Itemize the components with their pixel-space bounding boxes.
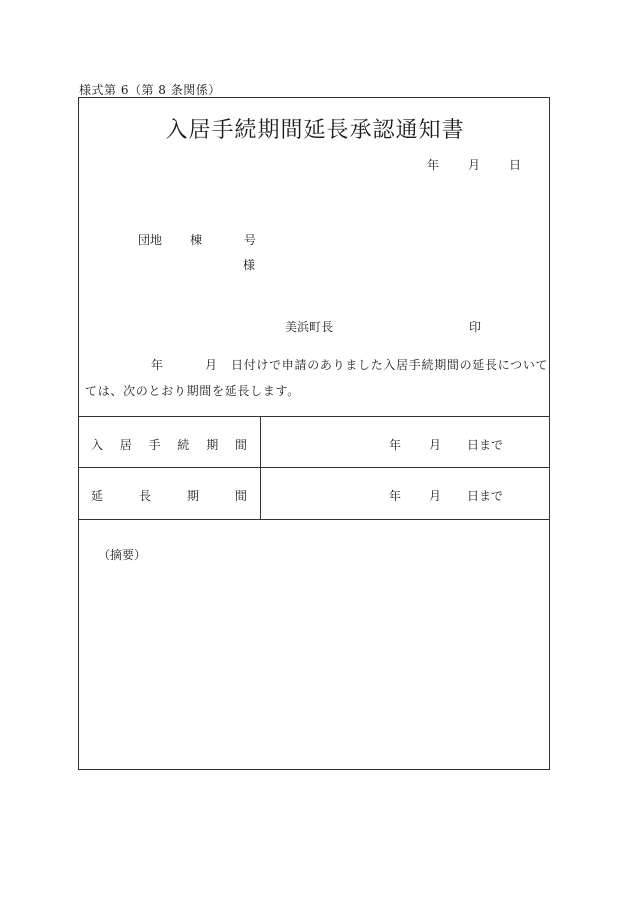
addressee-sama: 様 <box>243 258 256 272</box>
remarks-label: （摘要） <box>98 548 147 562</box>
row1-month-label: 月 <box>429 438 442 452</box>
row2-label-char: 長 <box>138 489 151 503</box>
issuer-seal: 印 <box>469 320 482 334</box>
date-month-label: 月 <box>468 158 481 172</box>
row2-month-label: 月 <box>429 489 442 503</box>
row1-until-label: 日まで <box>467 438 504 452</box>
table-bottom-border <box>79 519 549 520</box>
row2-until-label: 日まで <box>467 489 504 503</box>
date-day-label: 日 <box>509 158 522 172</box>
table-row-divider <box>79 467 549 468</box>
row1-label-char: 続 <box>177 438 190 452</box>
row1-label-char: 入 <box>91 438 104 452</box>
row1-label-char: 手 <box>148 438 161 452</box>
date-year-label: 年 <box>427 158 440 172</box>
row1-label <box>91 436 247 453</box>
row1-year-label: 年 <box>389 438 402 452</box>
form-number-label: 様式第 6（第 8 条関係） <box>79 83 221 97</box>
issuer-name: 美浜町長 <box>285 320 334 334</box>
row2-year-label: 年 <box>389 489 402 503</box>
row2-label-char: 間 <box>234 489 247 503</box>
row2-label <box>91 487 247 504</box>
addressee-danchi: 団地 <box>138 233 163 247</box>
row1-label-char: 期 <box>206 438 219 452</box>
row1-label-char: 居 <box>119 438 132 452</box>
row1-label-char: 間 <box>234 438 247 452</box>
body-year-label: 年 <box>151 358 164 372</box>
document-title: 入居手続期間延長承認通知書 <box>165 118 465 143</box>
document-frame <box>78 97 550 770</box>
row2-label-char: 延 <box>91 489 104 503</box>
row2-label-char: 期 <box>186 489 199 503</box>
body-text-line1: 日付けで申請のありました入居手続期間の延長について <box>231 358 549 372</box>
body-month-label: 月 <box>205 358 218 372</box>
table-column-divider <box>260 416 261 519</box>
table-top-border <box>79 416 549 417</box>
addressee-gou: 号 <box>244 233 257 247</box>
addressee-tou: 棟 <box>190 233 203 247</box>
body-text-line2: ては、次のとおり期間を延長します。 <box>85 384 300 398</box>
